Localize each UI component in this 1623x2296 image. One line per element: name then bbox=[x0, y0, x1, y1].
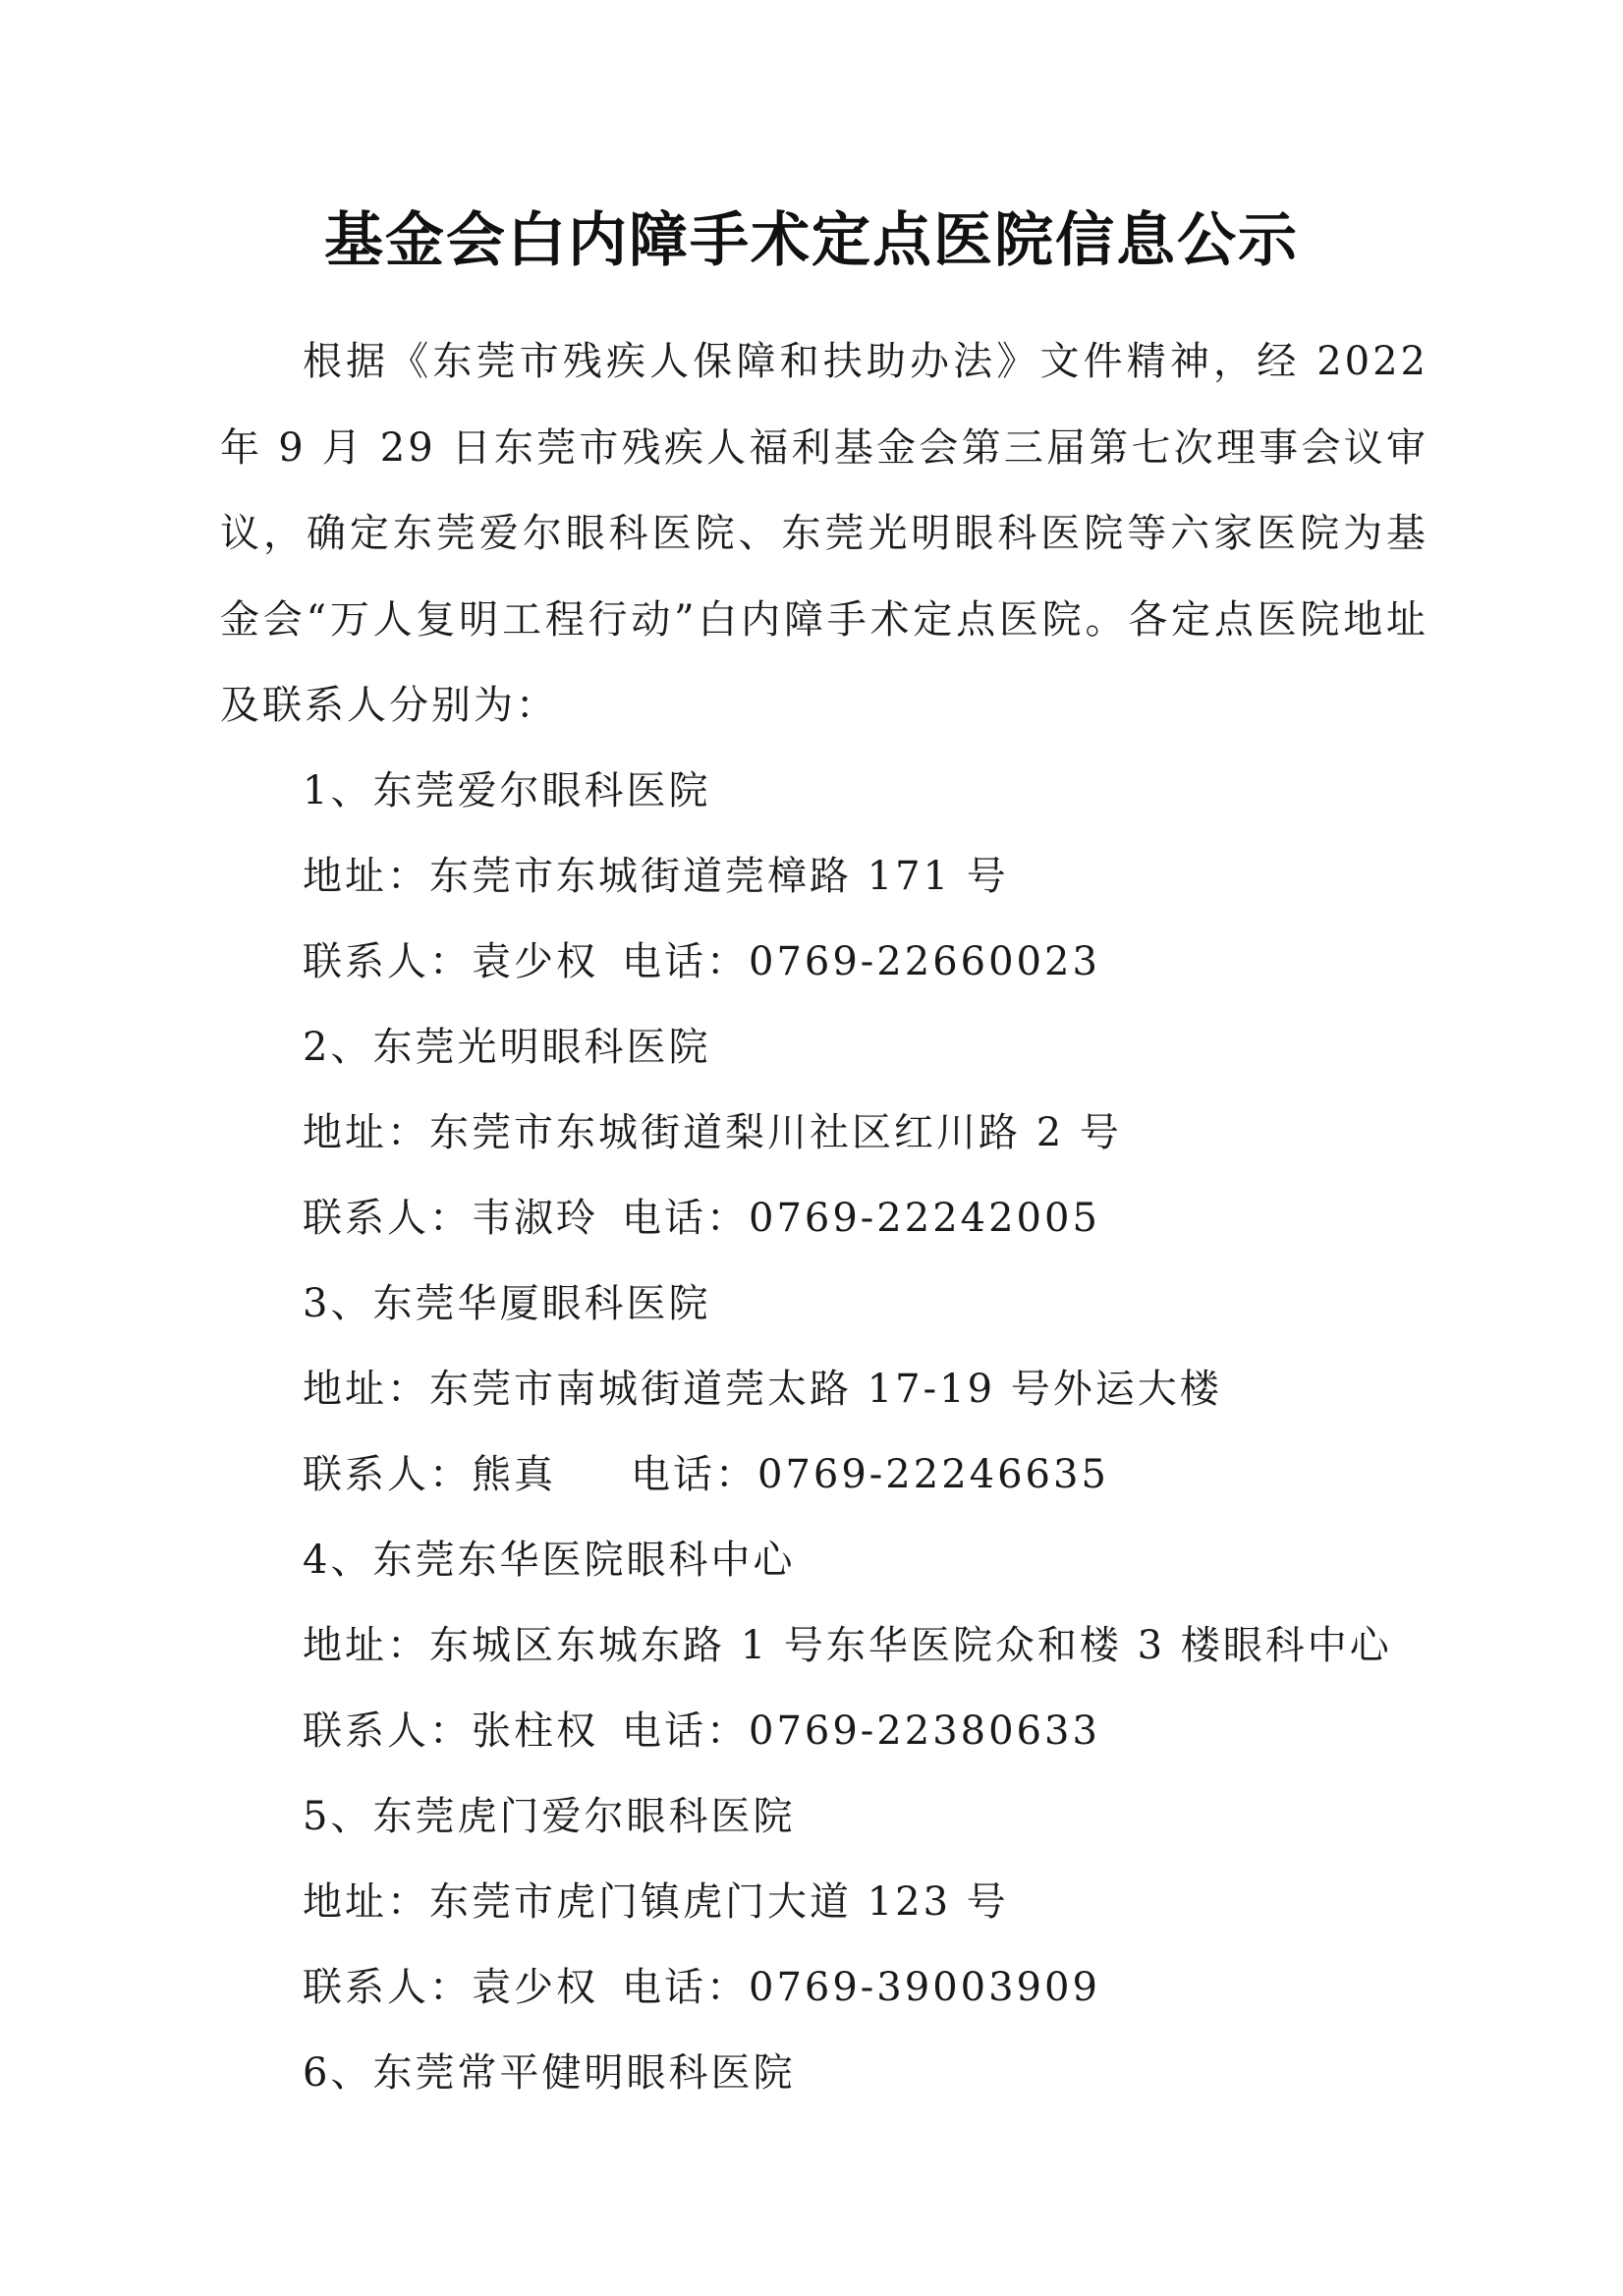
hospital-2-contact: 联系人：韦淑玲 bbox=[303, 1196, 598, 1241]
hospital-4-name: 4、东莞东华医院眼科中心 bbox=[303, 1538, 796, 1583]
hospital-4-phone: 电话：0769-22380633 bbox=[622, 1708, 1100, 1754]
hospital-4-address: 地址：东城区东城东路 1 号东华医院众和楼 3 楼眼科中心 bbox=[303, 1623, 1392, 1668]
intro-paragraph: 根据《东莞市残疾人保障和扶助办法》文件精神，经 2022 年 9 月 29 日东莞市残疾人福利基金会第三届第七次理事会议审议，确定东莞爱尔眼科医院、东莞光明眼科医院等六家医院为基金会“万人复明工程行动”白内障手术定点医院。各定点医院地址及联系人分别为： bbox=[220, 339, 1428, 728]
hospital-4-contact: 联系人：张柱权 bbox=[303, 1708, 598, 1754]
hospital-1-phone: 电话：0769-22660023 bbox=[622, 939, 1100, 984]
hospital-2-address: 地址：东莞市东城街道梨川社区红川路 2 号 bbox=[303, 1110, 1122, 1155]
hospital-5-phone: 电话：0769-39003909 bbox=[622, 1965, 1100, 2010]
hospital-3-contact: 联系人：熊真 bbox=[303, 1452, 556, 1497]
hospital-1-address: 地址：东莞市东城街道莞樟路 171 号 bbox=[303, 854, 1009, 899]
hospital-3-contact-line bbox=[303, 1432, 1432, 1518]
hospital-list bbox=[303, 749, 1432, 2116]
hospital-6-name: 6、东莞常平健明眼科医院 bbox=[303, 2050, 796, 2096]
hospital-5-contact-line bbox=[303, 1945, 1432, 2031]
hospital-3-address: 地址：东莞市南城街道莞太路 17-19 号外运大楼 bbox=[303, 1367, 1222, 1412]
hospital-1-name: 1、东莞爱尔眼科医院 bbox=[303, 768, 711, 813]
hospital-2-contact-line bbox=[303, 1176, 1432, 1261]
hospital-2-phone: 电话：0769-22242005 bbox=[622, 1196, 1100, 1241]
hospital-5-address: 地址：东莞市虎门镇虎门大道 123 号 bbox=[303, 1879, 1009, 1925]
hospital-1-contact: 联系人：袁少权 bbox=[303, 939, 598, 984]
hospital-5-name: 5、东莞虎门爱尔眼科医院 bbox=[303, 1794, 796, 1839]
hospital-1-contact-line bbox=[303, 920, 1432, 1005]
hospital-2-name: 2、东莞光明眼科医院 bbox=[303, 1025, 711, 1070]
hospital-4-contact-line bbox=[303, 1689, 1432, 1774]
hospital-5-contact: 联系人：袁少权 bbox=[303, 1965, 598, 2010]
hospital-3-phone: 电话：0769-22246635 bbox=[631, 1452, 1109, 1497]
hospital-3-name: 3、东莞华厦眼科医院 bbox=[303, 1281, 711, 1326]
page-title: 基金会白内障手术定点医院信息公示 bbox=[324, 206, 1299, 275]
